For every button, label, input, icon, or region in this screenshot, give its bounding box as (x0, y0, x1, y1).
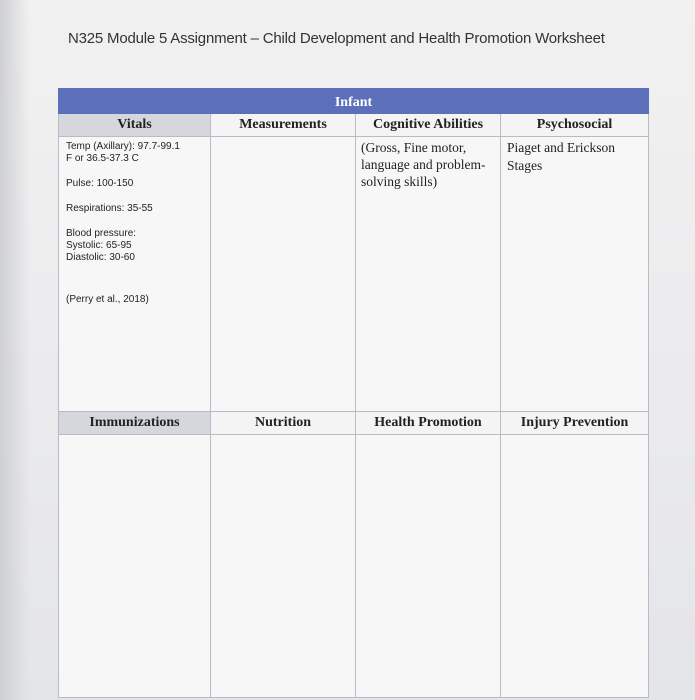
psychosocial-cell[interactable] (501, 137, 649, 412)
systolic-text: Systolic: 65-95 (66, 240, 132, 251)
temp-line-2: F or 36.5-37.3 C (66, 153, 139, 164)
infant-banner (59, 89, 649, 114)
injury-prevention-cell[interactable] (501, 435, 649, 698)
cognitive-abilities-cell[interactable] (356, 137, 501, 412)
page-shadow (0, 0, 30, 700)
header-vitals: Vitals (59, 114, 211, 137)
health-promotion-cell[interactable] (356, 435, 501, 698)
vitals-cell (59, 137, 211, 412)
header-cognitive-abilities: Cognitive Abilities (356, 114, 501, 137)
nutrition-cell[interactable] (211, 435, 356, 698)
bp-label: Blood pressure: (66, 228, 137, 239)
header-immunizations: Immunizations (59, 412, 211, 435)
header-injury-prevention: Injury Prevention (501, 412, 649, 435)
header-measurements: Measurements (211, 114, 356, 137)
header-nutrition: Nutrition (211, 412, 356, 435)
immunizations-cell[interactable] (59, 435, 211, 698)
temp-line-1: Temp (Axillary): 97.7-99.1 (66, 141, 180, 152)
header-psychosocial: Psychosocial (501, 114, 649, 137)
header-health-promotion: Health Promotion (356, 412, 501, 435)
respirations-text: Respirations: 35-55 (66, 203, 153, 214)
diastolic-text: Diastolic: 30-60 (66, 252, 135, 263)
worksheet-table (58, 88, 649, 698)
pulse-text: Pulse: 100-150 (66, 178, 134, 189)
psychosocial-description: Piaget and Erickson Stages (507, 140, 615, 173)
measurements-cell[interactable] (211, 137, 356, 412)
cognitive-description: (Gross, Fine motor, language and problem-solving skills) (361, 140, 486, 189)
citation-text: (Perry et al., 2018) (66, 294, 149, 305)
document-title: N325 Module 5 Assignment – Child Development and Health Promotion Worksheet (68, 30, 605, 47)
banner-label: Infant (334, 95, 373, 110)
